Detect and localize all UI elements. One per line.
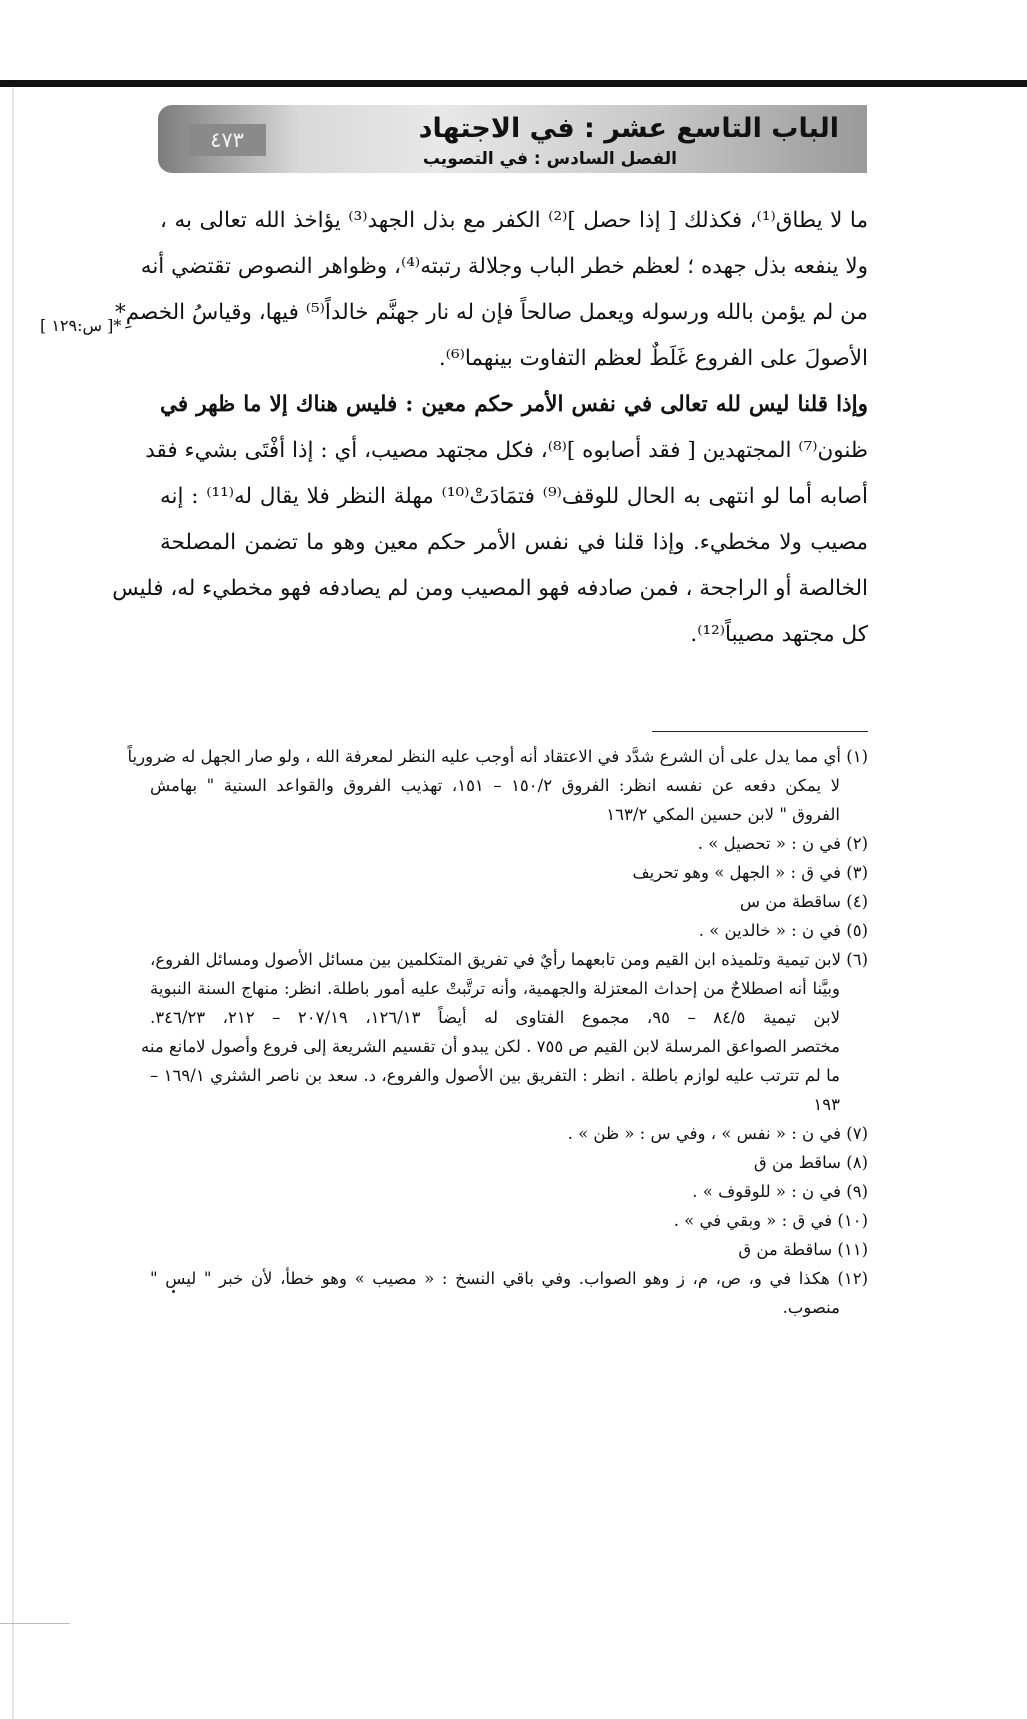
footnote-line: لا يمكن دفعه عن نفسه انظر: الفروق ١٥٠/٢ – ١٥١، تهذيب الفروق والقواعد السنية " بهامش <box>150 776 840 795</box>
footnote-line: (٩) في ن : « للوقوف » . <box>692 1182 868 1201</box>
body-line: وإذا قلنا ليس لله تعالى في نفس الأمر حكم معين : فليس هناك إلا ما ظهر في <box>160 392 868 417</box>
footnote-line: لابن تيمية ٨٤/٥ – ٩٥، مجموع الفتاوى له أيضاً ١٢٦/١٣، ٢٠٧/١٩ – ٢١٢، ٣٤٦/٢٣. <box>150 1008 840 1027</box>
footnote-separator <box>652 731 868 732</box>
body-line: من لم يؤمن بالله ورسوله ويعمل صالحاً فإن له نار جهنَّم خالداً⁽⁵⁾ فيها، وقياسُ الخصمِ* <box>115 300 868 325</box>
body-line: ظنون⁽⁷⁾ المجتهدين [ فقد أصابوه ]⁽⁸⁾، فكل مجتهد مصيب، أي : إذا أفْتَى بشيء فقد <box>145 438 868 463</box>
main-text <box>112 198 868 658</box>
section-title: الفصل السادس : في التصويب <box>422 149 677 169</box>
body-line: الخالصة أو الراجحة ، فمن صادفه فهو المصيب ومن لم يصادفه فهو مخطيء له، فليس <box>112 576 868 601</box>
footnote-line: مختصر الصواعق المرسلة لابن القيم ص ٧٥٥ . لكن يبدو أن تقسيم الشريعة إلى فروع وأصول لامانع منه <box>141 1037 840 1056</box>
footnote-line: (٢) في ن : « تحصيل » . <box>697 834 868 853</box>
footnote-line: (٥) في ن : « خالدين » . <box>698 921 868 940</box>
scan-mark <box>0 1623 70 1624</box>
scan-edge <box>12 87 14 1719</box>
body-line: أصابه أما لو انتهى به الحال للوقف⁽⁹⁾ فتمَادَتْ⁽¹⁰⁾ مهلة النظر فلا يقال له⁽¹¹⁾ : إنه <box>160 484 868 509</box>
footnote-line: منصوب. <box>782 1298 840 1317</box>
margin-reference: *[ س:١٢٩ ] <box>40 316 122 335</box>
footnote-line: وبيَّنا أنه اصطلاحٌ من إحداث المعتزلة والجهمية، وأنه ترتَّبتْ عليه أمور باطلة. انظر: منهاج السنة النبوية <box>150 979 840 998</box>
body-line: الأصولَ على الفروع غَلَطٌ لعظم التفاوت بينهما⁽⁶⁾. <box>438 346 868 371</box>
footnote-line: (١٠) في ق : « وبقي في » . <box>673 1211 868 1230</box>
body-line: مصيب ولا مخطيء. وإذا قلنا في نفس الأمر حكم معين وهو ما تضمن المصلحة <box>160 530 868 555</box>
footnote-line: (٨) ساقط من ق <box>753 1153 868 1172</box>
footnote-line: ما لم تترتب عليه لوازم باطلة . انظر : التفريق بين الأصول والفروع، د. سعد بن ناصر الشثري ١٦٩/١ – <box>150 1066 840 1085</box>
body-line: ولا ينفعه بذل جهده ؛ لعظم خطر الباب وجلالة رتبته⁽⁴⁾، وظواهر النصوص تقتضي أنه <box>140 254 868 279</box>
page-top-margin <box>0 0 1027 86</box>
footnote-line: (٦) لابن تيمية وتلميذه ابن القيم ومن تابعهما رأيٌ في تفريق المتكلمين بين مسائل الأصول ومسائل الفروع، <box>150 950 868 969</box>
body-line: ما لا يطاق⁽¹⁾، فكذلك [ إذا حصل ]⁽²⁾ الكفر مع بذل الجهد⁽³⁾ يؤاخذ الله تعالى به ، <box>160 208 868 233</box>
chapter-title: الباب التاسع عشر : في الاجتهاد <box>418 113 839 144</box>
body-line: كل مجتهد مصيباً⁽¹²⁾. <box>690 622 868 647</box>
page-number: ٤٧٣ <box>188 124 266 156</box>
footnote-line: ١٩٣ <box>813 1095 840 1114</box>
footnotes <box>127 742 868 1322</box>
ink-speck <box>172 1290 175 1293</box>
footnote-line: (١٢) هكذا في و، ص، م، ز وهو الصواب. وفي باقي النسخ : « مصيب » وهو خطأ، لأن خبر " ليس " <box>150 1269 868 1288</box>
footnote-line: (٤) ساقطة من س <box>739 892 868 911</box>
top-border-line <box>0 80 1027 87</box>
footnote-line: (١) أي مما يدل على أن الشرع شدَّد في الاعتقاد أنه أوجب عليه النظر لمعرفة الله ، ولو صار الجهل له ضرورياً <box>127 747 868 766</box>
footnote-line: (١١) ساقطة من ق <box>738 1240 868 1259</box>
footnote-line: الفروق " لابن حسين المكي ١٦٣/٢ <box>606 805 840 824</box>
footnote-line: (٧) في ن : « نفس » ، وفي س : « ظن » . <box>567 1124 868 1143</box>
footnote-line: (٣) في ق : « الجهل » وهو تحريف <box>632 863 868 882</box>
